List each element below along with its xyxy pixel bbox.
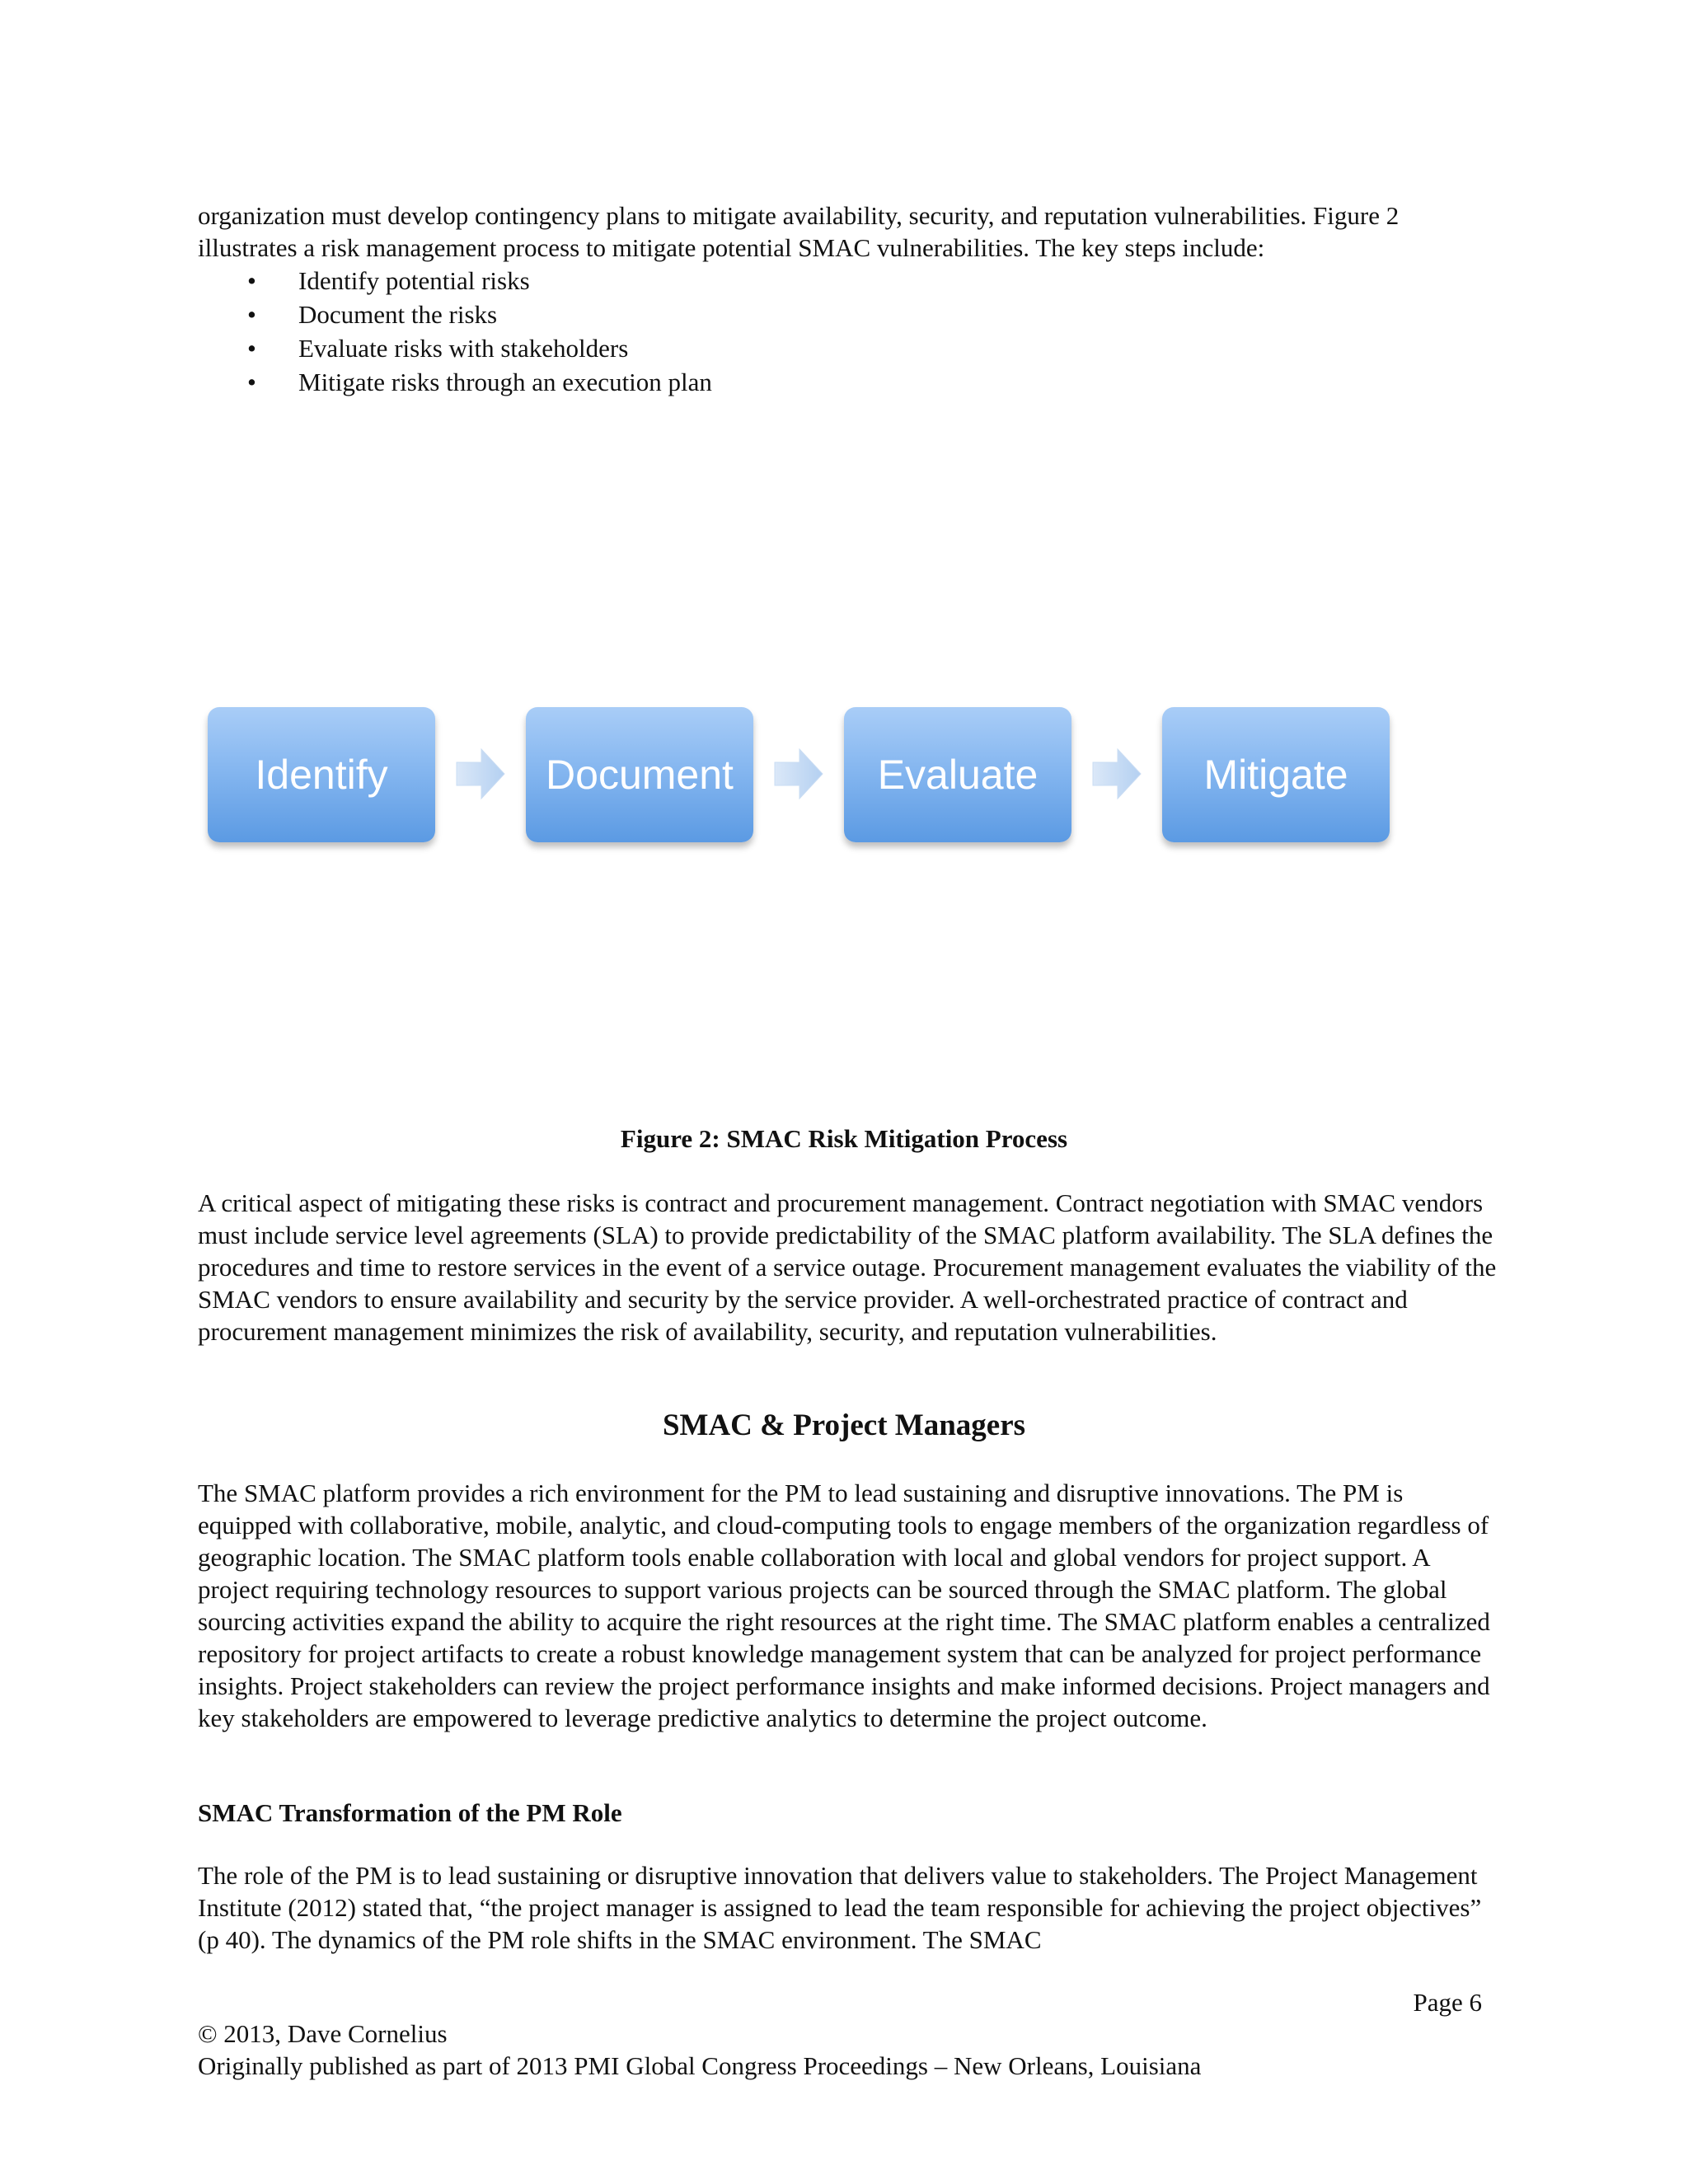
section-heading: SMAC & Project Managers <box>662 1408 1026 1442</box>
right-arrow-icon <box>455 746 506 802</box>
subsection-heading: SMAC Transformation of the PM Role <box>198 1798 622 1827</box>
bullet-icon: • <box>247 368 256 396</box>
bullet-icon: • <box>247 266 256 295</box>
page-number: Page 6 <box>1413 1988 1482 2017</box>
bullet-icon: • <box>247 300 256 329</box>
process-step-mitigate: Mitigate <box>1162 707 1390 842</box>
footer-copyright: © 2013, Dave Cornelius <box>198 2019 448 2048</box>
page-footer <box>198 2018 1201 2082</box>
platform-paragraph: The SMAC platform provides a rich environment for the PM to lead sustaining and disruptive innovations. The PM is equipped with collaborative, mobile, analytic, and cloud-computing tools to engage members of the organization regardless of geographic location. The SMAC platform tools enable collaboration with local and global vendors for project support. A project requiring technology resources to support various projects can be sourced through the SMAC platform. The global sourcing activities expand the ability to acquire the right resources at the right time. The SMAC platform enables a centralized repository for project artifacts to create a robust knowledge management system that can be analyzed for project performance insights. Project stakeholders can review the project performance insights and make informed decisions. Project managers and key stakeholders are empowered to leverage predictive analytics to determine the project outcome. <box>198 1479 1490 1732</box>
list-item <box>247 331 712 365</box>
pm-role-paragraph: The role of the PM is to lead sustaining or disruptive innovation that delivers value to stakeholders. The Project Management Institute (2012) stated that, “the project manager is assigned to lead the team responsible for achieving the project objectives” (p 40). The dynamics of the PM role shifts in the SMAC environment. The SMAC <box>198 1861 1482 1954</box>
figure-caption: Figure 2: SMAC Risk Mitigation Process <box>620 1124 1068 1153</box>
list-item-text: Evaluate risks with stakeholders <box>298 334 629 363</box>
list-item <box>247 264 712 298</box>
right-arrow-icon <box>1091 746 1142 802</box>
process-step-document: Document <box>526 707 753 842</box>
list-item-text: Document the risks <box>298 300 498 329</box>
process-step-evaluate: Evaluate <box>844 707 1071 842</box>
intro-paragraph: organization must develop contingency plans to mitigate availability, security, and reputation vulnerabilities. Figure 2 illustrates a risk management process to mitigate potential SMAC vulnerabilities. The key steps include: <box>198 201 1400 262</box>
footer-publication: Originally published as part of 2013 PMI Global Congress Proceedings – New Orleans, Louisiana <box>198 2051 1202 2080</box>
list-item <box>247 365 712 399</box>
process-step-identify: Identify <box>208 707 435 842</box>
right-arrow-icon <box>773 746 824 802</box>
list-item-text: Identify potential risks <box>298 266 530 295</box>
list-item-text: Mitigate risks through an execution plan <box>298 368 712 396</box>
list-item <box>247 298 712 331</box>
bullet-icon: • <box>247 334 256 363</box>
key-steps-list <box>247 264 712 399</box>
contract-paragraph: A critical aspect of mitigating these risks is contract and procurement management. Contract negotiation with SMAC vendors must include service level agreements (SLA) to provide predictability of the SMAC platform availability. The SLA defines the procedures and time to restore services in the event of a service outage. Procurement management evaluates the viability of the SMAC vendors to ensure availability and security by the service provider. A well-orchestrated practice of contract and procurement management minimizes the risk of availability, security, and reputation vulnerabilities. <box>198 1188 1497 1346</box>
